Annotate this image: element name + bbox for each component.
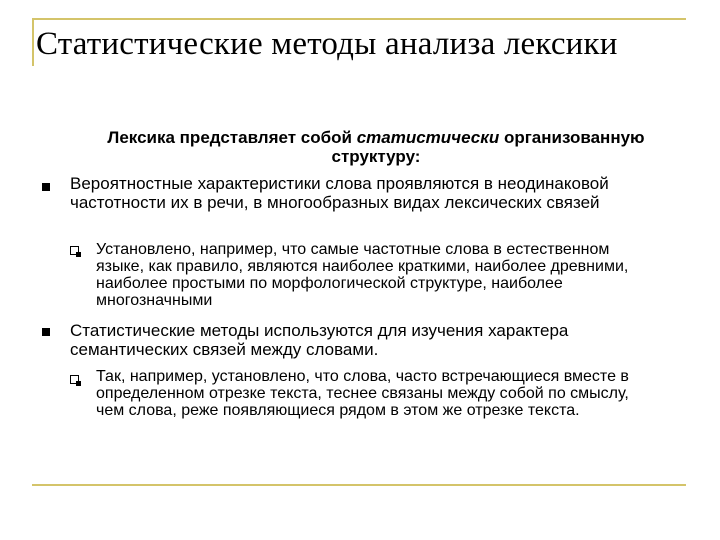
bottom-rule bbox=[32, 484, 686, 486]
bullet-1-text: Вероятностные характеристики слова проявляются в неодинаковой частотности их в речи, в многообразных видах лексических связей bbox=[70, 174, 609, 212]
bullet-square-icon bbox=[42, 328, 50, 336]
sub-bullet-2-text: Так, например, установлено, что слова, часто встречающиеся вместе в определенном отрезке текста, теснее связаны между собой по смыслу, чем слова, реже появляющиеся рядом в этом же отрезке текста. bbox=[96, 368, 629, 419]
slide-title: Статистические методы анализа лексики bbox=[36, 26, 618, 62]
bullet-square-icon bbox=[42, 183, 50, 191]
left-rule bbox=[32, 18, 34, 66]
sub-bullet-icon bbox=[70, 246, 79, 255]
top-rule bbox=[32, 18, 686, 20]
intro-italic: статистически bbox=[356, 128, 500, 147]
intro-part1: Лексика представляет собой bbox=[107, 128, 357, 147]
sub-bullet-1-text: Установлено, например, что самые частотные слова в естественном языке, как правило, являются наиболее краткими, наиболее древними, наиболее простыми по морфологической структуре, наиболее многозначными bbox=[96, 241, 629, 309]
bullet-2-text: Статистические методы используются для изучения характера семантических связей между словами. bbox=[70, 321, 569, 359]
slide-intro bbox=[70, 128, 682, 166]
intro-part2: организованную структуру: bbox=[331, 128, 645, 166]
sub-bullet-icon bbox=[70, 375, 79, 384]
